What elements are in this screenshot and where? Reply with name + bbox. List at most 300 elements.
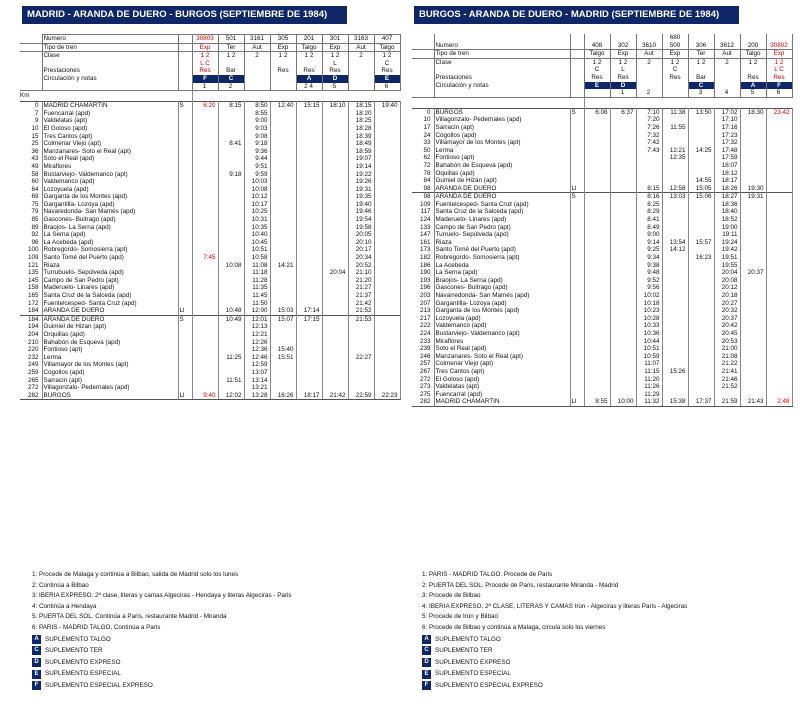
time-cell — [584, 224, 610, 232]
time-cell — [740, 292, 766, 300]
time-cell — [322, 339, 348, 347]
header-clase2-cell — [636, 66, 662, 74]
km-cell: 204 — [27, 330, 39, 338]
supplement-code-badge: A — [32, 635, 41, 644]
km-cell: 17 — [423, 123, 431, 131]
time-cell: 17:02 — [714, 108, 740, 116]
time-cell: 7:45 — [192, 254, 218, 262]
header-label: Clase — [42, 52, 178, 60]
time-cell — [766, 345, 792, 353]
arr-dep-flag — [178, 133, 192, 141]
header-clase2-cell — [296, 60, 322, 68]
time-cell — [584, 116, 610, 124]
time-cell — [296, 125, 322, 133]
time-cell — [218, 163, 244, 171]
station-name: Orquillas (apd) — [42, 331, 178, 339]
header-km-cell — [412, 74, 434, 82]
time-cell — [270, 140, 296, 148]
time-cell: 11:20 — [636, 376, 662, 384]
time-cell: 11:18 — [244, 269, 270, 277]
time-cell: 13:14 — [244, 377, 270, 385]
time-cell — [766, 162, 792, 170]
time-cell: 15:57 — [688, 239, 714, 247]
timetable-row — [20, 148, 400, 156]
km-cell: 203 — [419, 292, 431, 299]
time-cell — [610, 170, 636, 178]
supplement-code-badge: D — [422, 658, 431, 667]
time-cell — [296, 346, 322, 354]
time-cell — [740, 284, 766, 292]
time-cell — [218, 125, 244, 133]
time-cell — [584, 177, 610, 185]
time-cell — [662, 162, 688, 170]
time-cell — [688, 307, 714, 315]
header-tipo-cell: Exp — [322, 43, 348, 52]
station-name: Gumiel de Hizán (apt) — [434, 177, 570, 185]
time-cell: 9:52 — [636, 277, 662, 285]
time-cell — [662, 201, 688, 209]
time-cell — [218, 201, 244, 209]
time-cell: 8:29 — [636, 208, 662, 216]
time-cell — [296, 361, 322, 369]
timetable-row — [412, 338, 792, 346]
time-cell — [270, 269, 296, 277]
time-cell — [322, 246, 348, 254]
header-circ-cell: A — [296, 75, 322, 83]
time-cell: 10:02 — [636, 292, 662, 300]
time-cell — [636, 154, 662, 162]
time-cell — [766, 201, 792, 209]
arr-dep-flag — [570, 124, 584, 132]
time-cell — [218, 323, 244, 331]
header-km-cell — [20, 75, 42, 83]
time-cell — [740, 360, 766, 368]
arr-dep-flag — [570, 154, 584, 162]
time-cell — [192, 377, 218, 385]
time-cell — [688, 284, 714, 292]
arr-dep-flag — [570, 391, 584, 399]
station-name: Soto el Real (apd) — [42, 155, 178, 163]
time-cell — [374, 369, 400, 377]
timetable-row — [20, 201, 400, 209]
arr-dep-flag: Ll — [178, 307, 192, 315]
header-tipo-cell: Talgo — [296, 43, 322, 52]
header-row — [412, 50, 792, 59]
station-name: Lozoyuela (apd) — [42, 186, 178, 194]
time-cell — [296, 110, 322, 118]
km-cell: 207 — [419, 299, 431, 307]
timetable-row — [412, 368, 792, 376]
header-flag-cell — [178, 35, 192, 44]
time-cell — [374, 133, 400, 141]
header-tipo-cell: Exp — [610, 50, 636, 59]
time-cell — [662, 224, 688, 232]
time-cell — [218, 155, 244, 163]
time-cell: 10:51 — [636, 345, 662, 353]
time-cell: 18:59 — [348, 148, 374, 156]
header-circ-cell: A — [740, 82, 766, 90]
km-cell: 135 — [27, 269, 39, 277]
header-notes-cell — [348, 83, 374, 91]
time-cell — [192, 110, 218, 118]
time-cell: 20:05 — [348, 231, 374, 239]
time-cell — [584, 353, 610, 361]
header-numero-cell: 3161 — [244, 35, 270, 44]
km-cell: 222 — [419, 322, 431, 330]
time-cell — [322, 140, 348, 148]
header-clase2-cell — [714, 66, 740, 74]
header-clase2-cell — [348, 60, 374, 68]
time-cell — [714, 391, 740, 399]
arr-dep-flag — [570, 170, 584, 178]
header-numero-cell: 3612 — [714, 42, 740, 50]
arr-dep-flag — [570, 353, 584, 361]
supplement-legend-item — [32, 657, 292, 669]
time-cell — [192, 140, 218, 148]
time-cell — [636, 170, 662, 178]
km-cell: 43 — [31, 155, 39, 163]
header-flag-cell — [570, 58, 584, 66]
timetable-row — [20, 300, 400, 308]
time-cell — [766, 254, 792, 262]
time-cell — [374, 262, 400, 270]
timetable-row — [20, 292, 400, 300]
time-cell: 8:49 — [636, 224, 662, 232]
time-cell — [270, 377, 296, 385]
time-cell — [688, 154, 714, 162]
station-name: Santa Cruz de la Salceda (apd) — [42, 292, 178, 300]
station-name: Bahabón de Esqueva (apd) — [42, 339, 178, 347]
header-clase1-cell: 1 2 — [218, 52, 244, 60]
time-cell — [374, 171, 400, 179]
time-cell: 17:23 — [714, 132, 740, 140]
timetable-row — [412, 284, 792, 292]
header-clase2-cell: C — [374, 60, 400, 68]
time-cell — [296, 284, 322, 292]
station-name: Fuentelcesped- Santa Cruz (apd) — [434, 201, 570, 209]
km-cell: 239 — [419, 345, 431, 353]
time-cell — [192, 224, 218, 232]
header-clase1-cell: 2 — [348, 52, 374, 60]
header-clase2-cell: L C — [766, 66, 792, 74]
arr-dep-flag — [178, 239, 192, 247]
time-cell — [296, 171, 322, 179]
timetable-row — [412, 262, 792, 270]
header-km-cell — [20, 67, 42, 75]
station-name: Cogollos (apd) — [434, 132, 570, 140]
time-cell — [662, 315, 688, 323]
time-cell — [610, 185, 636, 193]
time-cell — [296, 323, 322, 331]
time-cell: 10:33 — [636, 322, 662, 330]
timetable-row — [412, 360, 792, 368]
time-cell — [296, 292, 322, 300]
header-label: Prestaciones — [434, 74, 570, 82]
arr-dep-flag — [178, 277, 192, 285]
km-cell: 25 — [31, 140, 39, 148]
time-cell — [374, 292, 400, 300]
time-cell — [740, 208, 766, 216]
time-cell: 9:18 — [244, 140, 270, 148]
supplement-code-badge: E — [32, 670, 41, 679]
time-cell — [348, 369, 374, 377]
time-cell: 11:51 — [218, 377, 244, 385]
header-notes-cell: 2 — [218, 83, 244, 91]
time-cell — [740, 177, 766, 185]
arr-dep-flag — [178, 262, 192, 270]
header-numero-cell: 3163 — [348, 35, 374, 44]
station-name: Turrubuelo- Sepúlveda (apd) — [42, 269, 178, 277]
arr-dep-flag — [570, 345, 584, 353]
time-cell: 19:42 — [714, 246, 740, 254]
station-name: Villamayor de los Montes (apt) — [434, 139, 570, 147]
timetable-row — [412, 132, 792, 140]
station-name: Sarracín (apt) — [42, 377, 178, 385]
header-row — [412, 34, 792, 42]
header-numero_top-cell — [610, 34, 636, 42]
timetable-row — [412, 391, 792, 399]
km-cell: 267 — [419, 367, 431, 375]
time-cell — [322, 292, 348, 300]
km-cell: 10 — [423, 116, 431, 124]
arr-dep-flag — [570, 231, 584, 239]
time-cell: 15:07 — [270, 315, 296, 323]
time-cell — [322, 315, 348, 323]
time-cell: 18:12 — [714, 170, 740, 178]
header-notes-cell: 1 — [610, 89, 636, 97]
time-cell — [662, 345, 688, 353]
station-name: Fontioso (apt) — [434, 154, 570, 162]
time-cell — [610, 124, 636, 132]
time-cell — [322, 354, 348, 362]
time-cell: 18:07 — [714, 162, 740, 170]
time-cell: 21:27 — [348, 284, 374, 292]
arr-dep-flag — [178, 193, 192, 201]
timetable-row — [20, 384, 400, 392]
supplement-code-badge: E — [422, 670, 431, 679]
station-name: El Goloso (apd) — [434, 376, 570, 384]
time-cell: 18:36 — [714, 201, 740, 209]
station-name: Maderuelo- Linares (apd) — [434, 216, 570, 224]
timetable-row — [20, 346, 400, 354]
time-cell: 20:12 — [714, 284, 740, 292]
time-cell — [662, 254, 688, 262]
km-header: Km — [20, 91, 192, 102]
time-cell — [374, 377, 400, 385]
header-numero-cell: 408 — [584, 42, 610, 50]
time-cell — [192, 148, 218, 156]
header-km-cell — [412, 58, 434, 66]
timetable-row — [20, 140, 400, 148]
header-numero-cell: 302 — [610, 42, 636, 50]
time-cell — [192, 300, 218, 308]
time-cell: 9:08 — [244, 133, 270, 141]
time-cell: 8:41 — [218, 140, 244, 148]
header-notes-cell: 2 — [636, 89, 662, 97]
time-cell — [348, 331, 374, 339]
station-name: Gascones- Buitrago (apd) — [42, 216, 178, 224]
time-cell: 21:42 — [322, 392, 348, 400]
time-cell — [688, 330, 714, 338]
timetable-row — [412, 376, 792, 384]
timetable-row — [412, 330, 792, 338]
time-cell — [296, 331, 322, 339]
time-cell — [740, 246, 766, 254]
time-cell: 19:55 — [714, 262, 740, 270]
time-cell: 15:38 — [662, 398, 688, 406]
time-cell — [610, 368, 636, 376]
time-cell — [740, 277, 766, 285]
time-cell: 11:08 — [244, 262, 270, 270]
header-clase2-cell — [244, 60, 270, 68]
time-cell — [610, 300, 636, 308]
time-cell — [218, 133, 244, 141]
time-cell: 9:38 — [636, 262, 662, 270]
header-prest-cell — [714, 74, 740, 82]
time-cell — [584, 284, 610, 292]
timetable-row — [412, 246, 792, 254]
time-cell — [296, 117, 322, 125]
time-cell — [218, 246, 244, 254]
time-cell — [374, 331, 400, 339]
station-name: Robregordo- Somosierra (apt) — [42, 246, 178, 254]
time-cell — [766, 246, 792, 254]
time-cell — [192, 346, 218, 354]
km-cell: 117 — [420, 208, 431, 216]
header-label — [434, 34, 570, 42]
time-cell: 7:43 — [636, 147, 662, 155]
time-cell: 11:55 — [662, 124, 688, 132]
time-cell — [688, 116, 714, 124]
time-cell — [662, 284, 688, 292]
header-notes-cell — [584, 89, 610, 97]
time-cell: 20:52 — [348, 262, 374, 270]
time-cell: 19:31 — [348, 186, 374, 194]
arr-dep-flag — [570, 162, 584, 170]
time-cell — [192, 208, 218, 216]
time-cell — [766, 132, 792, 140]
timetable-row — [412, 300, 792, 308]
time-cell: 19:26 — [348, 178, 374, 186]
time-cell: 11:15 — [636, 368, 662, 376]
km-cell: 165 — [27, 292, 39, 299]
time-cell — [584, 132, 610, 140]
time-cell — [740, 376, 766, 384]
time-cell — [192, 186, 218, 194]
km-cell: 232 — [27, 353, 39, 361]
time-cell — [218, 148, 244, 156]
station-name: Valdelatas (apt) — [434, 383, 570, 391]
time-cell — [374, 140, 400, 148]
time-cell: 11:29 — [636, 391, 662, 399]
time-cell — [688, 124, 714, 132]
time-cell: 19:22 — [348, 171, 374, 179]
station-name: MADRID CHAMARTÍN — [42, 102, 178, 110]
header-label: Numero — [434, 42, 570, 50]
time-cell — [296, 300, 322, 308]
time-cell — [374, 163, 400, 171]
time-cell — [374, 224, 400, 232]
header-label: Tipo de tren — [42, 43, 178, 52]
time-cell: 17:32 — [714, 139, 740, 147]
arr-dep-flag — [178, 369, 192, 377]
km-cell: 259 — [27, 368, 39, 376]
supplement-label: SUPLEMENTO TALGO — [45, 635, 111, 643]
time-cell — [584, 201, 610, 209]
header-km-cell — [20, 43, 42, 52]
time-cell — [192, 284, 218, 292]
time-cell: 9:48 — [636, 269, 662, 277]
time-cell — [322, 171, 348, 179]
time-cell: 10:49 — [218, 315, 244, 323]
header-circ-cell: F — [766, 82, 792, 90]
time-cell: 10:31 — [244, 216, 270, 224]
arr-dep-flag — [178, 254, 192, 262]
time-cell — [610, 292, 636, 300]
time-cell: 11:32 — [636, 398, 662, 406]
time-cell — [218, 186, 244, 194]
time-cell: 15:06 — [688, 193, 714, 201]
time-cell — [766, 284, 792, 292]
time-cell: 19:40 — [374, 102, 400, 110]
supplement-label: SUPLEMENTO EXPRESO — [45, 658, 121, 666]
timetable-row — [412, 383, 792, 391]
km-cell: 78 — [423, 169, 431, 177]
timetable-row — [20, 392, 400, 400]
timetable-row — [20, 231, 400, 239]
time-cell — [270, 125, 296, 133]
time-cell — [374, 178, 400, 186]
station-name: Braojos- La Serna (apd) — [42, 224, 178, 232]
time-cell — [270, 231, 296, 239]
time-cell: 9:14 — [636, 239, 662, 247]
header-circ-cell: C — [688, 82, 714, 90]
time-cell — [374, 246, 400, 254]
header-clase1-cell: 1 2 — [584, 58, 610, 66]
time-cell: 10:51 — [244, 246, 270, 254]
timetable-row — [20, 254, 400, 262]
header-circ-cell — [636, 82, 662, 90]
time-cell — [610, 193, 636, 201]
station-name: Braojos- La Serna (apd) — [434, 277, 570, 285]
time-cell — [662, 322, 688, 330]
time-cell: 20:04 — [322, 269, 348, 277]
time-cell: 15:26 — [662, 368, 688, 376]
header-flag-cell — [178, 67, 192, 75]
km-cell: 75 — [31, 200, 39, 208]
time-cell — [296, 208, 322, 216]
supplement-legend-item — [32, 634, 292, 646]
supplement-label: SUPLEMENTO TER — [435, 647, 493, 655]
time-cell — [766, 154, 792, 162]
time-cell: 10:35 — [244, 224, 270, 232]
time-cell: 6:37 — [610, 108, 636, 116]
km-spacer — [412, 98, 584, 109]
supplement-code-badge: C — [32, 646, 41, 655]
header-notes-cell — [662, 89, 688, 97]
time-cell: 21:53 — [348, 315, 374, 323]
time-cell — [766, 147, 792, 155]
time-cell: 13:21 — [244, 384, 270, 392]
timetable-row — [412, 322, 792, 330]
km-cell: 273 — [419, 383, 431, 391]
time-cell — [374, 186, 400, 194]
time-cell — [662, 292, 688, 300]
time-cell: 20:27 — [714, 300, 740, 308]
time-cell — [688, 360, 714, 368]
time-cell — [270, 284, 296, 292]
km-cell: 249 — [27, 361, 39, 369]
